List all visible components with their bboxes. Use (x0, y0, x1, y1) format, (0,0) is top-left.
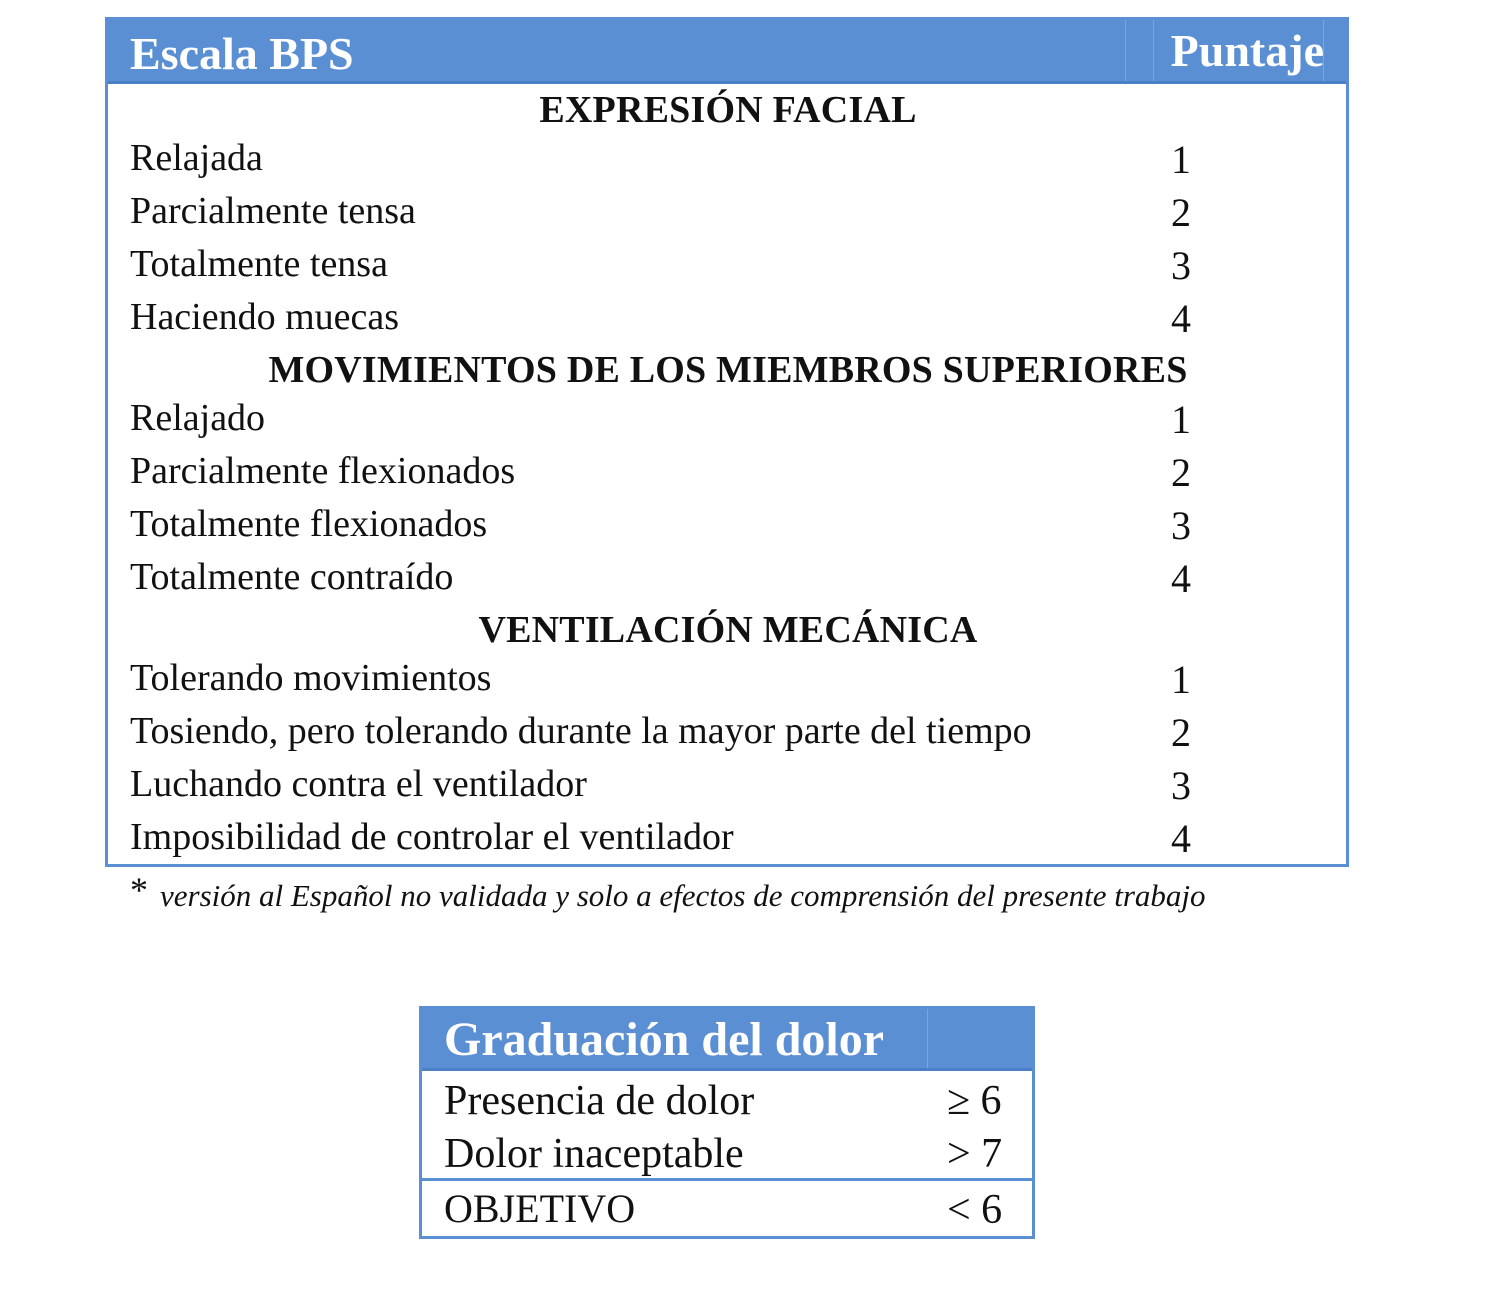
row-score: 2 (1171, 710, 1191, 755)
row-label: Parcialmente flexionados (130, 450, 516, 492)
header-divider (1153, 20, 1154, 81)
bps-score-column-title: Puntaje (1170, 25, 1324, 76)
row-label: Relajado (130, 397, 266, 439)
row-label: Tosiendo, pero tolerando durante la mayor parte del tiempo (130, 710, 1032, 752)
row-score: 1 (1171, 657, 1191, 702)
row-score: 3 (1171, 243, 1191, 288)
pain-table-title: Graduación del dolor (444, 1013, 885, 1066)
bps-table-header (108, 20, 1346, 84)
header-divider (1125, 20, 1126, 81)
row-label: Totalmente flexionados (130, 503, 488, 545)
row-score: 1 (1171, 397, 1191, 442)
pain-row-value: ≥ 6 (947, 1078, 1002, 1124)
pain-row-label: Dolor inaceptable (444, 1131, 744, 1177)
row-label: Parcialmente tensa (130, 190, 416, 232)
row-score: 2 (1171, 450, 1191, 495)
row-score: 3 (1171, 503, 1191, 548)
objective-separator (422, 1178, 1032, 1181)
row-label: Totalmente contraído (130, 556, 454, 598)
pain-row-value: > 7 (947, 1131, 1003, 1177)
row-label: Luchando contra el ventilador (130, 763, 587, 805)
translation-footnote (130, 872, 1206, 918)
pain-grading-table (419, 1006, 1035, 1239)
footnote-text: versión al Español no validada y solo a efectos de comprensión del presente trabajo (160, 878, 1206, 913)
row-label: Haciendo muecas (130, 296, 400, 338)
section-title-mechanical-ventilation: VENTILACIÓN MECÁNICA (478, 609, 978, 651)
row-score: 4 (1171, 816, 1191, 861)
pain-row-label: Presencia de dolor (444, 1078, 755, 1124)
row-label: Relajada (130, 137, 263, 179)
pain-table-header (422, 1009, 1032, 1071)
section-title-upper-limb-movements: MOVIMIENTOS DE LOS MIEMBROS SUPERIORES (268, 349, 1188, 391)
objective-label: OBJETIVO (444, 1186, 636, 1231)
bps-scale-table (105, 17, 1349, 867)
section-title-facial-expression: EXPRESIÓN FACIAL (539, 89, 917, 131)
row-score: 3 (1171, 763, 1191, 808)
header-divider (927, 1009, 928, 1068)
row-label: Tolerando movimientos (130, 657, 492, 699)
row-label: Totalmente tensa (130, 243, 388, 285)
objective-value: < 6 (947, 1187, 1003, 1233)
footnote-asterisk: * (130, 870, 148, 910)
row-score: 4 (1171, 296, 1191, 341)
row-score: 2 (1171, 190, 1191, 235)
row-score: 4 (1171, 556, 1191, 601)
row-score: 1 (1171, 137, 1191, 182)
row-label: Imposibilidad de controlar el ventilador (130, 816, 734, 858)
bps-table-title: Escala BPS (130, 28, 354, 79)
